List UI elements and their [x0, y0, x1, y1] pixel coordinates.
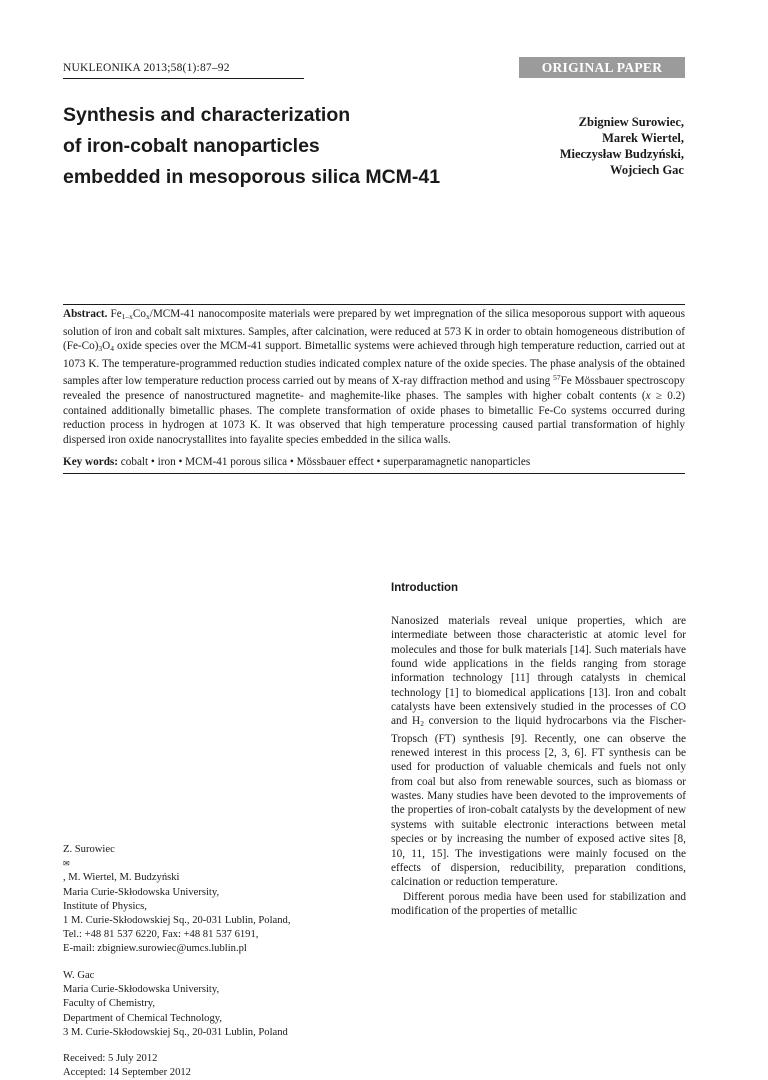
affiliation-line: W. Gac [63, 970, 95, 981]
affiliation-line: Institute of Physics, [63, 900, 147, 912]
keywords-label: Key words: [63, 456, 118, 468]
author-name: Mieczysław Budzyński, [559, 147, 684, 161]
formula-fe: Fe [110, 308, 122, 320]
affiliation-line: Tel.: +48 81 537 6220, Fax: +48 81 537 6191, [63, 929, 259, 941]
author-name: Marek Wiertel, [602, 131, 684, 145]
abstract-text: ≥ 0.2) contained additionally bimetallic phases. The complete transformation of oxide phases to bimetallic Fe-Co systems occurred during reduction process in hydrogen at 1073 K. It was observed that high temperature processing caused partial transformation of highly dispersed iron oxide nanocrystallites into fayalite species embedded in the silica walls. [63, 389, 685, 446]
paper-title [63, 100, 483, 193]
formula-subscript: 3 [98, 344, 103, 354]
affiliation-email: E-mail: zbigniew.surowiec@umcs.lublin.pl [63, 943, 247, 955]
abstract-text: Fe Mössbauer spectroscopy revealed the presence of nanostructured magnetite- and maghemite-like phases. The samples with higher cobalt contents ( [63, 375, 686, 402]
paper-type-badge: ORIGINAL PAPER [519, 57, 685, 78]
paragraph [391, 614, 686, 890]
affiliation-line: Maria Curie-Skłodowska University, [63, 886, 220, 898]
abstract-bottom-rule [63, 473, 685, 474]
affiliation-line: Department of Chemical Technology, [63, 1012, 222, 1024]
title-line: Synthesis and characterization [63, 104, 351, 126]
header-rule [63, 78, 304, 79]
corresponding-author: Z. Surowiec [63, 844, 115, 855]
affiliation-block [63, 843, 343, 957]
formula-subscript: x [145, 312, 150, 321]
section-heading-introduction: Introduction [391, 582, 459, 594]
paragraph: Different porous media have been used for stabilization and modification of the properties of metallic [391, 890, 686, 917]
envelope-icon: ✉ [63, 859, 70, 869]
introduction-body [391, 614, 686, 918]
affiliation-block [63, 969, 343, 1040]
formula-subscript: 2 [420, 719, 424, 729]
author-list [560, 114, 684, 178]
affiliation-line: Maria Curie-Skłodowska University, [63, 984, 220, 996]
abstract-label: Abstract. [63, 308, 108, 320]
affiliation-line: Faculty of Chemistry, [63, 998, 155, 1010]
affiliation-names [63, 843, 343, 886]
coauthor-names: , M. Wiertel, M. Budzyński [63, 872, 180, 884]
variable-x: x [645, 389, 651, 402]
formula-oxygen: O [102, 340, 111, 353]
formula-subscript: 4 [110, 344, 115, 354]
author-name: Zbigniew Surowiec, [578, 115, 684, 129]
submission-dates [63, 1052, 191, 1080]
formula-co: Co [132, 308, 146, 320]
affiliation-line: 1 M. Curie-Skłodowskiej Sq., 20-031 Lublin, Poland, [63, 915, 291, 927]
keywords [63, 456, 685, 468]
abstract-top-rule [63, 304, 685, 305]
author-name: Wojciech Gac [610, 163, 684, 177]
title-line: of iron-cobalt nanoparticles [63, 135, 320, 157]
isotope-superscript: 57 [553, 373, 561, 383]
accepted-date: Accepted: 14 September 2012 [63, 1067, 191, 1079]
journal-reference: NUKLEONIKA 2013;58(1):87–92 [63, 62, 230, 74]
paragraph-text: conversion to the liquid hydrocarbons via the Fischer-Tropsch (FT) synthesis [9]. Recently, one can observe the renewed interest in this process [2, 3, 6]. FT synthesis can be used for production of valuable chemicals and fuels not only from coal but also from renewable sources, such as biomass or wastes. Many studies have been devoted to the improvements of the properties of iron-cobalt catalysts by the development of new systems with suitable electronic interactions between metal species or by increasing the number of exposed active sites [8, 10, 11, 15]. The investigations were mainly focused on the effects of dispersion, reducibility, preparation conditions, calcination or reduction temperature. [391, 715, 686, 889]
abstract-text: /MCM-41 nanocomposite materials were prepared by wet impregnation of the silica mesoporous support with aqueous solution of iron and cobalt salt mixtures. Samples, after calcination, were reduced at 573 K in order to obtain homogeneous distribution of (Fe-Co) [63, 308, 686, 353]
paragraph-text: Nanosized materials reveal unique properties, which are intermediate between those characteristic at atomic level for molecules and those for bulk materials [14]. Such materials have found wide applications in the fields ranging from storage information technology [11] through catalysts in chemical technology [1] to biomedical applications [13]. Iron and cobalt catalysts have been extensively studied in the processes of CO and H [391, 615, 686, 728]
title-line: embedded in mesoporous silica MCM-41 [63, 166, 441, 188]
received-date: Received: 5 July 2012 [63, 1053, 158, 1064]
abstract-text: oxide species over the MCM-41 support. Bimetallic systems were achieved through high temperature reduction, carried out at 1073 K. The temperature-programmed reduction studies indicated complex nature of the oxide species. The phase analysis of the obtained samples after low temperature reduction process carried out by means of X-ray diffraction method and using [63, 340, 685, 388]
keywords-list: cobalt • iron • MCM-41 porous silica • Mössbauer effect • superparamagnetic nanoparticles [118, 456, 531, 468]
abstract [63, 307, 685, 447]
formula-subscript: 1–x [121, 312, 133, 321]
affiliation-line: 3 M. Curie-Skłodowskiej Sq., 20-031 Lublin, Poland [63, 1026, 288, 1038]
